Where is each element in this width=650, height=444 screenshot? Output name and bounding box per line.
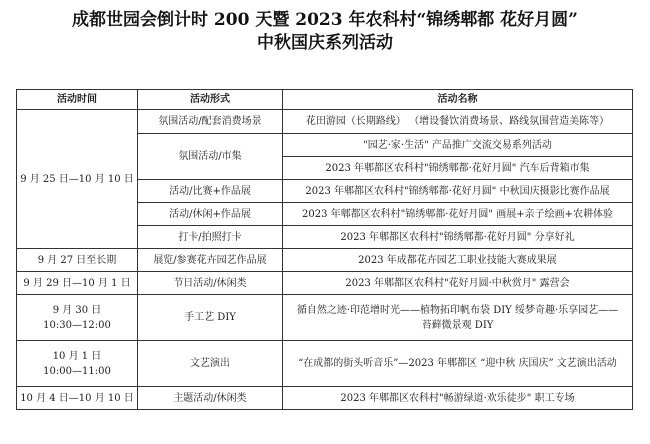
activity-name-cell: 2023 年郫都区农科村"锦绣郫都·花好月圆" 汽车后背箱市集 [283, 157, 633, 180]
table-row [17, 249, 633, 272]
activity-form-cell: 展览/参赛花卉园艺作品展 [138, 249, 283, 272]
activity-name-cell: 2023 年郫都区农科村"锦绣郫都·花好月圆" 分享好礼 [283, 226, 633, 249]
table-row [17, 341, 633, 387]
activity-name-cell: "园艺·家·生活" 产品推广交流交易系列活动 [283, 134, 633, 157]
header-activity-form: 活动形式 [138, 90, 283, 110]
activity-form-cell: 主题活动/休闲类 [138, 387, 283, 410]
activity-name-line-1: 循自然之迹·印范增时光——植物拓印帆布袋 DIY 绥梦奇趣·乐享园艺—— [296, 304, 619, 316]
activity-form-cell: 手工艺 DIY [138, 295, 283, 341]
activity-name-cell [283, 295, 633, 341]
activity-form-cell: 氛围活动/配套消费场景 [138, 110, 283, 134]
activity-hours: 10:30—12:00 [43, 319, 111, 331]
activity-form-cell: 氛围活动/市集 [138, 134, 283, 180]
table-row [17, 295, 633, 341]
header-activity-time: 活动时间 [17, 90, 138, 110]
table-header-row [17, 90, 633, 110]
table-row [17, 387, 633, 410]
table-row [17, 272, 633, 295]
activity-name-cell: 2023 年郫都区农科村"锦绣郫都·花好月圆" 画展+亲子绘画+农耕体验 [283, 203, 633, 226]
table-row [17, 110, 633, 134]
activity-form-cell: 节日活动/休闲类 [138, 272, 283, 295]
activity-name-cell: 2023 年成都花卉园艺工职业技能大赛成果展 [283, 249, 633, 272]
activity-name-cell: 花田游园（长期路线） （增设餐饮消费场景、路线氛围营造美陈等） [283, 110, 633, 134]
activity-time-cell: 9 月 27 日至长期 [17, 249, 138, 272]
document-title-line-2: 中秋国庆系列活动 [257, 33, 393, 53]
activity-name-cell: 2023 年郫都区农科村"花好月圆·中秋赏月" 露营会 [283, 272, 633, 295]
activity-time-cell [17, 341, 138, 387]
activity-name-cell: 2023 年郫都区农科村"锦绣郫都·花好月圆" 中秋国庆摄影比赛作品展 [283, 180, 633, 203]
activity-date: 9 月 30 日 [52, 304, 102, 316]
activity-name-cell: 2023 年郫都区农科村"畅游绿道·欢乐徒步" 职工专场 [283, 387, 633, 410]
activity-date: 10 月 1 日 [52, 350, 102, 362]
activity-form-cell: 打卡/拍照打卡 [138, 226, 283, 249]
activity-hours: 10:00—11:00 [43, 365, 111, 377]
activity-time-cell: 9 月 25 日—10 月 10 日 [17, 110, 138, 249]
activity-form-cell: 活动/比赛+作品展 [138, 180, 283, 203]
activity-time-cell: 10 月 4 日—10 月 10 日 [17, 387, 138, 410]
activity-schedule-table [16, 89, 633, 410]
header-activity-name: 活动名称 [283, 90, 633, 110]
activity-form-cell: 文艺演出 [138, 341, 283, 387]
activity-name-cell: “在成都的街头听音乐”—2023 年郫都区 “迎中秋 庆国庆” 文艺演出活动 [283, 341, 633, 387]
document-title-line-1: 成都世园会倒计时 200 天暨 2023 年农科村“锦绣郫都 花好月圆” [72, 10, 578, 30]
activity-time-cell [17, 295, 138, 341]
activity-form-cell: 活动/休闲+作品展 [138, 203, 283, 226]
activity-name-line-2: 苔藓微景观 DIY [421, 319, 494, 331]
activity-time-cell: 9 月 29 日—10 月 1 日 [17, 272, 138, 295]
